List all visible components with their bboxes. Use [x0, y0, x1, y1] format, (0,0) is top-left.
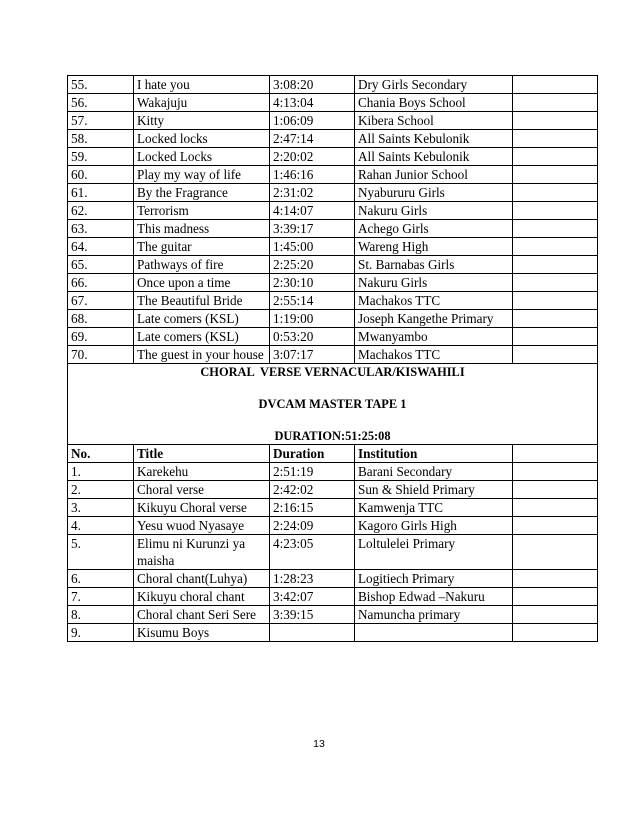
cell-institution: Bishop Edwad –Nakuru	[355, 588, 513, 606]
table-row	[68, 535, 598, 570]
cell-institution	[355, 624, 513, 642]
cell-no: 7.	[68, 588, 134, 606]
cell-empty	[513, 202, 598, 220]
table-row	[68, 112, 598, 130]
table-row	[68, 588, 598, 606]
cell-title: The Beautiful Bride	[134, 292, 270, 310]
cell-empty	[513, 166, 598, 184]
section-block	[68, 364, 598, 463]
table-row	[68, 346, 598, 364]
entries-table	[67, 75, 598, 642]
cell-institution: Mwanyambo	[355, 328, 513, 346]
cell-duration: 3:39:15	[270, 606, 355, 624]
table-row	[68, 94, 598, 112]
cell-duration: 2:47:14	[270, 130, 355, 148]
cell-empty	[513, 481, 598, 499]
cell-duration: 1:45:00	[270, 238, 355, 256]
header-duration: Duration	[270, 445, 355, 463]
cell-institution: All Saints Kebulonik	[355, 148, 513, 166]
table-row	[68, 220, 598, 238]
section-header-cell	[68, 364, 598, 445]
cell-institution: Sun & Shield Primary	[355, 481, 513, 499]
cell-empty	[513, 310, 598, 328]
cell-title: Yesu wuod Nyasaye	[134, 517, 270, 535]
table-row	[68, 238, 598, 256]
cell-duration: 1:06:09	[270, 112, 355, 130]
cell-no: 57.	[68, 112, 134, 130]
table1-body	[68, 76, 598, 364]
cell-title: Once upon a time	[134, 274, 270, 292]
cell-title: Choral chant Seri Sere	[134, 606, 270, 624]
table-row	[68, 310, 598, 328]
cell-no: 67.	[68, 292, 134, 310]
cell-empty	[513, 220, 598, 238]
cell-empty	[513, 256, 598, 274]
cell-title: Kikuyu choral chant	[134, 588, 270, 606]
table-row	[68, 130, 598, 148]
table-row	[68, 606, 598, 624]
cell-no: 58.	[68, 130, 134, 148]
cell-duration: 4:13:04	[270, 94, 355, 112]
cell-institution: Dry Girls Secondary	[355, 76, 513, 94]
cell-institution: Achego Girls	[355, 220, 513, 238]
cell-no: 61.	[68, 184, 134, 202]
cell-empty	[513, 499, 598, 517]
cell-institution: St. Barnabas Girls	[355, 256, 513, 274]
cell-no: 60.	[68, 166, 134, 184]
cell-duration: 3:08:20	[270, 76, 355, 94]
cell-duration: 1:28:23	[270, 570, 355, 588]
cell-no: 8.	[68, 606, 134, 624]
cell-duration: 3:42:07	[270, 588, 355, 606]
cell-empty	[513, 328, 598, 346]
cell-title: Late comers (KSL)	[134, 310, 270, 328]
cell-empty	[513, 570, 598, 588]
cell-empty	[513, 148, 598, 166]
cell-institution: Kamwenja TTC	[355, 499, 513, 517]
cell-title: Wakajuju	[134, 94, 270, 112]
cell-no: 69.	[68, 328, 134, 346]
cell-duration: 0:53:20	[270, 328, 355, 346]
table-row	[68, 570, 598, 588]
table-row	[68, 76, 598, 94]
cell-institution: Nakuru Girls	[355, 274, 513, 292]
cell-title: The guitar	[134, 238, 270, 256]
cell-empty	[513, 588, 598, 606]
cell-title: Terrorism	[134, 202, 270, 220]
cell-no: 3.	[68, 499, 134, 517]
cell-duration: 2:30:10	[270, 274, 355, 292]
cell-empty	[513, 94, 598, 112]
cell-duration: 3:39:17	[270, 220, 355, 238]
cell-title: Choral chant(Luhya)	[134, 570, 270, 588]
cell-title: This madness	[134, 220, 270, 238]
cell-institution: Nyabururu Girls	[355, 184, 513, 202]
cell-duration: 3:07:17	[270, 346, 355, 364]
cell-empty	[513, 112, 598, 130]
cell-institution: Machakos TTC	[355, 346, 513, 364]
table-row	[68, 148, 598, 166]
cell-title: By the Fragrance	[134, 184, 270, 202]
cell-title: Kisumu Boys	[134, 624, 270, 642]
table-row	[68, 166, 598, 184]
cell-title: Kitty	[134, 112, 270, 130]
cell-empty	[513, 535, 598, 570]
cell-institution: Wareng High	[355, 238, 513, 256]
cell-empty	[513, 274, 598, 292]
section-tape: DVCAM MASTER TAPE 1	[258, 397, 407, 411]
cell-empty	[513, 238, 598, 256]
table-row	[68, 292, 598, 310]
cell-title: Play my way of life	[134, 166, 270, 184]
cell-title: Karekehu	[134, 463, 270, 481]
cell-title: Pathways of fire	[134, 256, 270, 274]
cell-institution: All Saints Kebulonik	[355, 130, 513, 148]
cell-empty	[513, 517, 598, 535]
section-heading: CHORAL VERSE VERNACULAR/KISWAHILI	[200, 365, 465, 379]
header-empty	[513, 445, 598, 463]
table2-header-row	[68, 445, 598, 463]
cell-title: The guest in your house	[134, 346, 270, 364]
cell-empty	[513, 624, 598, 642]
table-row	[68, 624, 598, 642]
cell-empty	[513, 130, 598, 148]
cell-duration: 2:16:15	[270, 499, 355, 517]
cell-no: 65.	[68, 256, 134, 274]
cell-empty	[513, 606, 598, 624]
cell-duration: 1:46:16	[270, 166, 355, 184]
cell-duration: 2:25:20	[270, 256, 355, 274]
cell-no: 4.	[68, 517, 134, 535]
cell-empty	[513, 76, 598, 94]
table-row	[68, 328, 598, 346]
cell-duration: 2:31:02	[270, 184, 355, 202]
cell-no: 1.	[68, 463, 134, 481]
cell-duration: 2:42:02	[270, 481, 355, 499]
table-row	[68, 256, 598, 274]
cell-duration: 2:51:19	[270, 463, 355, 481]
cell-no: 70.	[68, 346, 134, 364]
cell-duration: 2:20:02	[270, 148, 355, 166]
cell-no: 66.	[68, 274, 134, 292]
cell-institution: Kagoro Girls High	[355, 517, 513, 535]
cell-no: 9.	[68, 624, 134, 642]
table-row	[68, 481, 598, 499]
cell-institution: Chania Boys School	[355, 94, 513, 112]
table-row	[68, 202, 598, 220]
table-row	[68, 517, 598, 535]
cell-title: Choral verse	[134, 481, 270, 499]
cell-title: Late comers (KSL)	[134, 328, 270, 346]
cell-duration: 2:24:09	[270, 517, 355, 535]
cell-institution: Nakuru Girls	[355, 202, 513, 220]
header-no: No.	[68, 445, 134, 463]
cell-institution: Barani Secondary	[355, 463, 513, 481]
table-row	[68, 463, 598, 481]
cell-no: 59.	[68, 148, 134, 166]
cell-empty	[513, 463, 598, 481]
cell-duration: 4:23:05	[270, 535, 355, 570]
cell-institution: Namuncha primary	[355, 606, 513, 624]
cell-duration: 1:19:00	[270, 310, 355, 328]
section-duration: DURATION:51:25:08	[274, 429, 391, 443]
header-title: Title	[134, 445, 270, 463]
cell-no: 6.	[68, 570, 134, 588]
cell-title: Kikuyu Choral verse	[134, 499, 270, 517]
header-institution: Institution	[355, 445, 513, 463]
cell-duration	[270, 624, 355, 642]
cell-title: I hate you	[134, 76, 270, 94]
cell-empty	[513, 346, 598, 364]
cell-empty	[513, 184, 598, 202]
table-row	[68, 184, 598, 202]
cell-institution: Rahan Junior School	[355, 166, 513, 184]
table-row	[68, 499, 598, 517]
cell-no: 2.	[68, 481, 134, 499]
cell-no: 56.	[68, 94, 134, 112]
cell-duration: 4:14:07	[270, 202, 355, 220]
table-row	[68, 274, 598, 292]
cell-title: Locked locks	[134, 130, 270, 148]
cell-no: 63.	[68, 220, 134, 238]
cell-title: Elimu ni Kurunzi ya maisha	[134, 535, 270, 570]
cell-title: Locked Locks	[134, 148, 270, 166]
cell-no: 62.	[68, 202, 134, 220]
cell-institution: Kibera School	[355, 112, 513, 130]
cell-no: 68.	[68, 310, 134, 328]
cell-no: 64.	[68, 238, 134, 256]
cell-no: 55.	[68, 76, 134, 94]
cell-duration: 2:55:14	[270, 292, 355, 310]
cell-institution: Loltulelei Primary	[355, 535, 513, 570]
cell-empty	[513, 292, 598, 310]
cell-institution: Machakos TTC	[355, 292, 513, 310]
cell-institution: Joseph Kangethe Primary	[355, 310, 513, 328]
page-number: 13	[313, 738, 325, 750]
cell-no: 5.	[68, 535, 134, 570]
table2-body	[68, 463, 598, 642]
cell-institution: Logitiech Primary	[355, 570, 513, 588]
